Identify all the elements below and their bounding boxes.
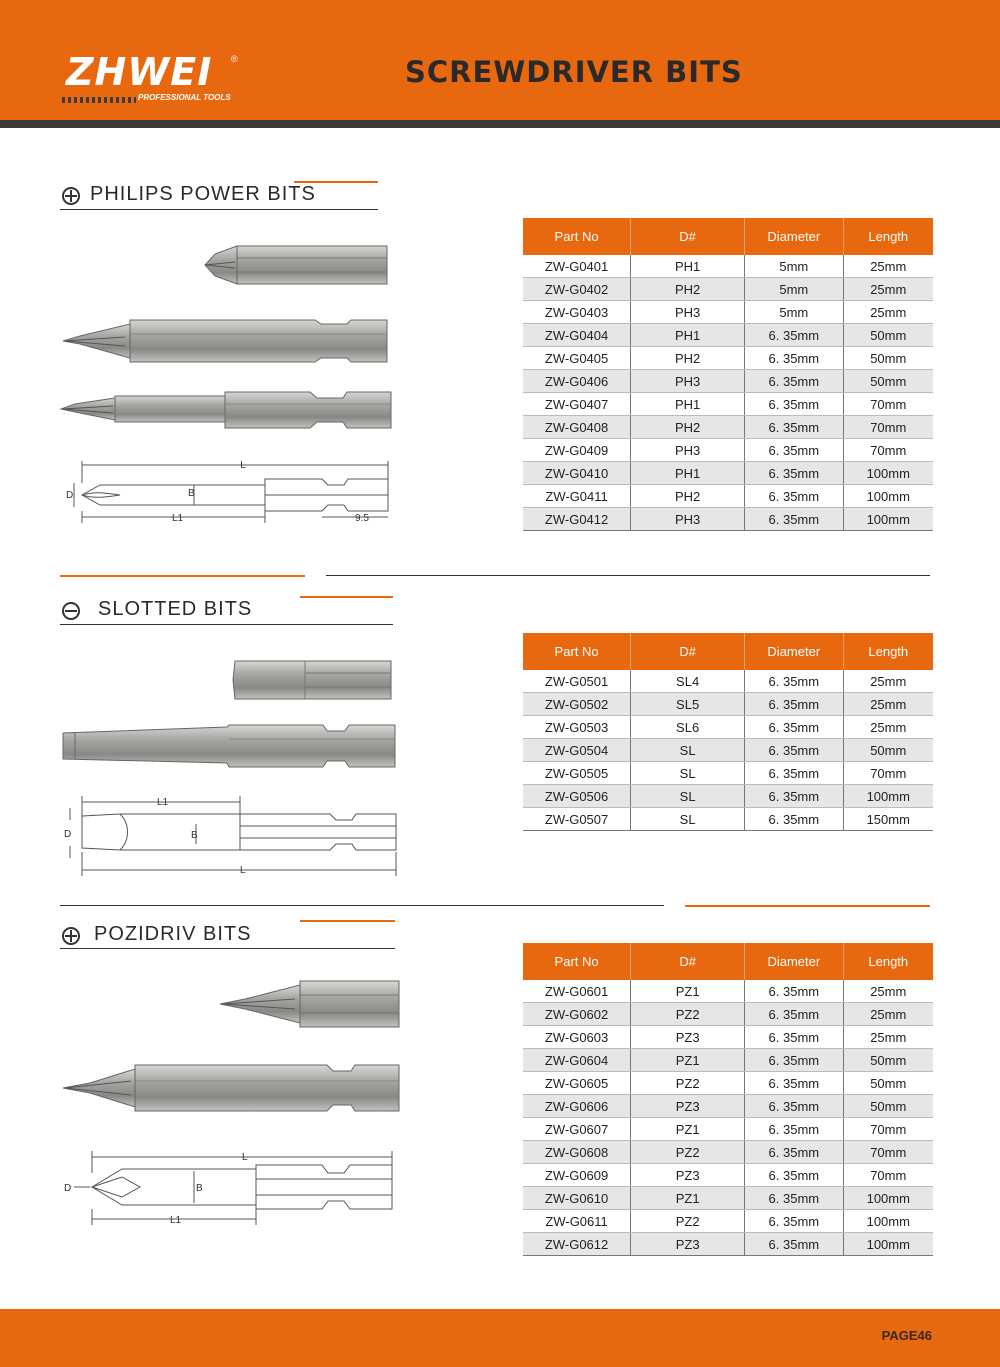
diameter-cell: 6. 35mm	[745, 485, 843, 508]
long-philips-bit	[61, 392, 391, 428]
section-underline	[60, 209, 378, 210]
part-no-cell: ZW-G0403	[523, 301, 631, 324]
length-cell: 50mm	[843, 1049, 933, 1072]
diameter-cell: 6. 35mm	[745, 716, 843, 739]
diameter-cell: 6. 35mm	[745, 1210, 843, 1233]
length-cell: 50mm	[843, 739, 933, 762]
pozidriv-cross-icon	[62, 927, 80, 945]
slotted-spec-table	[523, 633, 933, 831]
slotted-icon	[62, 602, 80, 620]
diameter-cell: 6. 35mm	[745, 980, 843, 1003]
diameter-cell: 6. 35mm	[745, 1164, 843, 1187]
dim-label-L: L	[240, 460, 246, 471]
section-accent-line	[300, 920, 395, 922]
part-no-cell: ZW-G0608	[523, 1141, 631, 1164]
part-no-cell: ZW-G0611	[523, 1210, 631, 1233]
diameter-cell: 6. 35mm	[745, 416, 843, 439]
length-cell: 100mm	[843, 508, 933, 531]
col-header-diameter: Diameter	[745, 943, 843, 980]
col-header-d: D#	[631, 943, 745, 980]
dim-label-L1: L1	[170, 1215, 182, 1226]
dim-label-L1: L1	[157, 797, 169, 808]
part-no-cell: ZW-G0409	[523, 439, 631, 462]
section-divider-right	[685, 905, 930, 907]
table-row	[523, 762, 933, 785]
col-header-part-no: Part No	[523, 218, 631, 255]
diameter-cell: 6. 35mm	[745, 762, 843, 785]
short-philips-bit	[205, 246, 387, 284]
part-no-cell: ZW-G0604	[523, 1049, 631, 1072]
diameter-cell: 6. 35mm	[745, 1026, 843, 1049]
dim-label-B: B	[188, 488, 195, 499]
diameter-cell: 5mm	[745, 255, 843, 278]
table-row	[523, 485, 933, 508]
diameter-cell: 6. 35mm	[745, 393, 843, 416]
table-row	[523, 347, 933, 370]
dim-label-L1: L1	[172, 513, 184, 524]
table-row	[523, 1118, 933, 1141]
part-no-cell: ZW-G0601	[523, 980, 631, 1003]
part-no-cell: ZW-G0405	[523, 347, 631, 370]
section-underline	[60, 624, 393, 625]
table-row	[523, 1164, 933, 1187]
part-no-cell: ZW-G0609	[523, 1164, 631, 1187]
col-header-length: Length	[843, 943, 933, 980]
phillips-cross-icon	[62, 187, 80, 205]
table-row	[523, 785, 933, 808]
drive-size-cell: PH1	[631, 462, 745, 485]
philips-section-title: PHILIPS POWER BITS	[90, 183, 316, 205]
long-slotted-bit	[63, 725, 395, 767]
table-row	[523, 1233, 933, 1256]
length-cell: 100mm	[843, 485, 933, 508]
table-row	[523, 1141, 933, 1164]
part-no-cell: ZW-G0504	[523, 739, 631, 762]
drive-size-cell: PZ1	[631, 980, 745, 1003]
table-row	[523, 1095, 933, 1118]
drive-size-cell: PZ2	[631, 1141, 745, 1164]
drive-size-cell: PZ1	[631, 1049, 745, 1072]
length-cell: 100mm	[843, 785, 933, 808]
drive-size-cell: PZ2	[631, 1072, 745, 1095]
pozidriv-dimension-diagram	[60, 1145, 405, 1230]
part-no-cell: ZW-G0408	[523, 416, 631, 439]
part-no-cell: ZW-G0503	[523, 716, 631, 739]
pozidriv-bits-photo	[55, 975, 405, 1125]
dim-label-L: L	[240, 865, 246, 876]
table-row	[523, 393, 933, 416]
part-no-cell: ZW-G0610	[523, 1187, 631, 1210]
dim-label-D: D	[64, 1183, 72, 1194]
dim-label-D: D	[64, 829, 72, 840]
part-no-cell: ZW-G0612	[523, 1233, 631, 1256]
col-header-d: D#	[631, 218, 745, 255]
philips-bits-photo	[55, 240, 400, 445]
drive-size-cell: PH3	[631, 508, 745, 531]
section-divider-left	[60, 575, 305, 577]
part-no-cell: ZW-G0603	[523, 1026, 631, 1049]
drive-size-cell: PZ3	[631, 1095, 745, 1118]
length-cell: 70mm	[843, 1118, 933, 1141]
page-number: PAGE46	[881, 1328, 932, 1343]
col-header-part-no: Part No	[523, 943, 631, 980]
part-no-cell: ZW-G0410	[523, 462, 631, 485]
diameter-cell: 6. 35mm	[745, 808, 843, 831]
diameter-cell: 6. 35mm	[745, 324, 843, 347]
length-cell: 50mm	[843, 1072, 933, 1095]
length-cell: 25mm	[843, 301, 933, 324]
diameter-cell: 6. 35mm	[745, 439, 843, 462]
philips-spec-table	[523, 218, 933, 531]
drive-size-cell: PZ1	[631, 1187, 745, 1210]
length-cell: 25mm	[843, 255, 933, 278]
part-no-cell: ZW-G0412	[523, 508, 631, 531]
part-no-cell: ZW-G0506	[523, 785, 631, 808]
length-cell: 25mm	[843, 980, 933, 1003]
registered-mark: ®	[231, 54, 238, 64]
table-header-row	[523, 943, 933, 980]
pozidriv-section-title: POZIDRIV BITS	[94, 923, 252, 945]
dim-label-hex: 9.5	[355, 513, 369, 524]
part-no-cell: ZW-G0404	[523, 324, 631, 347]
drive-size-cell: PH1	[631, 393, 745, 416]
length-cell: 70mm	[843, 393, 933, 416]
length-cell: 25mm	[843, 670, 933, 693]
table-row	[523, 416, 933, 439]
drive-size-cell: SL	[631, 739, 745, 762]
dim-label-D: D	[66, 490, 74, 501]
col-header-diameter: Diameter	[745, 633, 843, 670]
slotted-section-title: SLOTTED BITS	[98, 598, 253, 620]
drive-size-cell: SL4	[631, 670, 745, 693]
brand-tagline: PROFESSIONAL TOOLS	[138, 93, 231, 102]
slotted-bits-photo	[55, 655, 400, 775]
table-row	[523, 1187, 933, 1210]
logo-bars	[62, 97, 136, 103]
table-header-row	[523, 218, 933, 255]
length-cell: 150mm	[843, 808, 933, 831]
diameter-cell: 6. 35mm	[745, 1141, 843, 1164]
drive-size-cell: PH1	[631, 324, 745, 347]
drive-size-cell: PH2	[631, 278, 745, 301]
part-no-cell: ZW-G0402	[523, 278, 631, 301]
table-row	[523, 301, 933, 324]
length-cell: 25mm	[843, 716, 933, 739]
table-row	[523, 980, 933, 1003]
diameter-cell: 6. 35mm	[745, 785, 843, 808]
drive-size-cell: PZ2	[631, 1210, 745, 1233]
diameter-cell: 6. 35mm	[745, 1233, 843, 1256]
table-header-row	[523, 633, 933, 670]
length-cell: 70mm	[843, 1141, 933, 1164]
length-cell: 100mm	[843, 1187, 933, 1210]
diameter-cell: 6. 35mm	[745, 1095, 843, 1118]
header-stripe	[0, 120, 1000, 128]
diameter-cell: 6. 35mm	[745, 693, 843, 716]
length-cell: 100mm	[843, 1233, 933, 1256]
table-row	[523, 739, 933, 762]
col-header-part-no: Part No	[523, 633, 631, 670]
table-row	[523, 462, 933, 485]
length-cell: 70mm	[843, 416, 933, 439]
diameter-cell: 6. 35mm	[745, 1003, 843, 1026]
drive-size-cell: SL	[631, 785, 745, 808]
length-cell: 100mm	[843, 1210, 933, 1233]
length-cell: 70mm	[843, 439, 933, 462]
page-title: SCREWDRIVER BITS	[405, 55, 743, 89]
table-row	[523, 1210, 933, 1233]
part-no-cell: ZW-G0507	[523, 808, 631, 831]
col-header-length: Length	[843, 218, 933, 255]
part-no-cell: ZW-G0606	[523, 1095, 631, 1118]
dim-label-L: L	[242, 1152, 248, 1163]
length-cell: 50mm	[843, 370, 933, 393]
drive-size-cell: SL5	[631, 693, 745, 716]
table-row	[523, 1049, 933, 1072]
dim-label-B: B	[196, 1183, 203, 1194]
table-row	[523, 670, 933, 693]
section-divider-right	[326, 575, 930, 576]
drive-size-cell: PH2	[631, 347, 745, 370]
part-no-cell: ZW-G0502	[523, 693, 631, 716]
drive-size-cell: SL	[631, 808, 745, 831]
diameter-cell: 6. 35mm	[745, 670, 843, 693]
part-no-cell: ZW-G0605	[523, 1072, 631, 1095]
drive-size-cell: PZ3	[631, 1164, 745, 1187]
length-cell: 100mm	[843, 462, 933, 485]
table-row	[523, 370, 933, 393]
brand-logo: ZHWEI	[66, 50, 213, 94]
drive-size-cell: PH3	[631, 370, 745, 393]
dim-label-B: B	[191, 830, 198, 841]
table-row	[523, 1072, 933, 1095]
part-no-cell: ZW-G0407	[523, 393, 631, 416]
part-no-cell: ZW-G0501	[523, 670, 631, 693]
table-row	[523, 693, 933, 716]
drive-size-cell: PH1	[631, 255, 745, 278]
drive-size-cell: PH2	[631, 416, 745, 439]
table-row	[523, 255, 933, 278]
part-no-cell: ZW-G0602	[523, 1003, 631, 1026]
table-row	[523, 508, 933, 531]
length-cell: 25mm	[843, 1003, 933, 1026]
part-no-cell: ZW-G0401	[523, 255, 631, 278]
length-cell: 25mm	[843, 1026, 933, 1049]
medium-philips-bit	[63, 320, 387, 362]
diameter-cell: 6. 35mm	[745, 508, 843, 531]
length-cell: 25mm	[843, 278, 933, 301]
part-no-cell: ZW-G0406	[523, 370, 631, 393]
philips-dimension-diagram	[60, 455, 400, 530]
length-cell: 50mm	[843, 324, 933, 347]
diameter-cell: 6. 35mm	[745, 347, 843, 370]
diameter-cell: 6. 35mm	[745, 739, 843, 762]
part-no-cell: ZW-G0411	[523, 485, 631, 508]
drive-size-cell: SL6	[631, 716, 745, 739]
table-row	[523, 808, 933, 831]
drive-size-cell: PH3	[631, 439, 745, 462]
drive-size-cell: PZ3	[631, 1233, 745, 1256]
diameter-cell: 6. 35mm	[745, 1072, 843, 1095]
length-cell: 50mm	[843, 1095, 933, 1118]
diameter-cell: 6. 35mm	[745, 370, 843, 393]
short-slotted-bit	[233, 661, 391, 699]
diameter-cell: 6. 35mm	[745, 1118, 843, 1141]
part-no-cell: ZW-G0607	[523, 1118, 631, 1141]
page-footer	[0, 1309, 1000, 1367]
section-underline	[60, 948, 395, 949]
table-row	[523, 439, 933, 462]
table-row	[523, 1003, 933, 1026]
drive-size-cell: PH3	[631, 301, 745, 324]
drive-size-cell: PH2	[631, 485, 745, 508]
diameter-cell: 6. 35mm	[745, 462, 843, 485]
col-header-diameter: Diameter	[745, 218, 843, 255]
diameter-cell: 5mm	[745, 301, 843, 324]
part-no-cell: ZW-G0505	[523, 762, 631, 785]
table-row	[523, 1026, 933, 1049]
diameter-cell: 6. 35mm	[745, 1187, 843, 1210]
short-pozidriv-bit	[220, 981, 399, 1027]
table-row	[523, 278, 933, 301]
section-divider-left	[60, 905, 664, 906]
length-cell: 25mm	[843, 693, 933, 716]
diameter-cell: 6. 35mm	[745, 1049, 843, 1072]
drive-size-cell: PZ3	[631, 1026, 745, 1049]
diameter-cell: 5mm	[745, 278, 843, 301]
col-header-d: D#	[631, 633, 745, 670]
long-pozidriv-bit	[63, 1065, 399, 1111]
length-cell: 50mm	[843, 347, 933, 370]
length-cell: 70mm	[843, 1164, 933, 1187]
table-row	[523, 324, 933, 347]
pozidriv-spec-table	[523, 943, 933, 1256]
col-header-length: Length	[843, 633, 933, 670]
length-cell: 70mm	[843, 762, 933, 785]
slotted-dimension-diagram	[60, 790, 400, 880]
drive-size-cell: SL	[631, 762, 745, 785]
drive-size-cell: PZ2	[631, 1003, 745, 1026]
table-row	[523, 716, 933, 739]
drive-size-cell: PZ1	[631, 1118, 745, 1141]
